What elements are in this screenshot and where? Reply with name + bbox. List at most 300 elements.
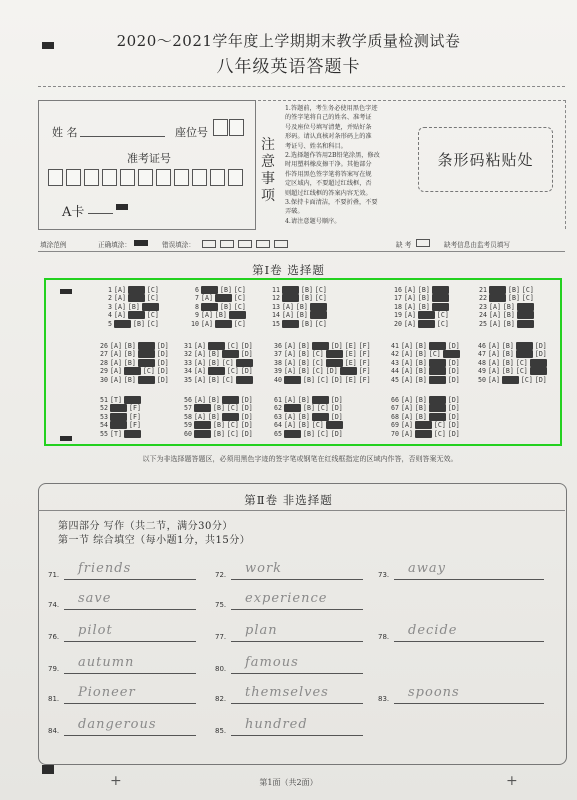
mc-option-bubble[interactable]: [D] xyxy=(330,412,343,421)
mc-option-bubble[interactable]: [B] xyxy=(414,375,427,384)
mc-option-bubble[interactable] xyxy=(194,421,211,429)
mc-option-bubble[interactable] xyxy=(310,311,327,319)
mc-option-bubble[interactable] xyxy=(284,376,301,384)
mc-option-bubble[interactable]: [B] xyxy=(414,396,427,404)
mc-option-bubble[interactable]: [F] xyxy=(129,421,141,430)
mc-option-bubble[interactable] xyxy=(194,430,211,438)
mc-option-bubble[interactable]: [A] xyxy=(114,302,126,311)
mc-option-bubble[interactable]: [B] xyxy=(502,311,515,320)
mc-option-bubble[interactable]: [C] xyxy=(221,358,234,367)
mc-option-bubble[interactable]: [A] xyxy=(488,375,500,384)
mc-option-bubble[interactable] xyxy=(530,367,547,375)
exam-id-box[interactable] xyxy=(156,169,171,186)
mc-option-bubble[interactable]: [A] xyxy=(201,311,213,320)
mc-option-bubble[interactable]: [A] xyxy=(110,342,122,350)
mc-option-bubble[interactable]: [A] xyxy=(284,358,296,367)
exam-id-box[interactable] xyxy=(138,169,153,186)
mc-option-bubble[interactable]: [B] xyxy=(414,404,427,413)
notice-title-char: 项 xyxy=(261,188,275,204)
mc-option-bubble[interactable]: [C] xyxy=(221,375,234,384)
mc-option-bubble[interactable]: [D] xyxy=(447,396,460,404)
mc-option-bubble[interactable]: [C] xyxy=(311,367,324,376)
mc-option-bubble[interactable]: [D] xyxy=(447,429,460,438)
mc-option-bubble[interactable]: [B] xyxy=(297,358,310,367)
mc-option-bubble[interactable]: [A] xyxy=(194,350,206,359)
mc-option-bubble[interactable]: [B] xyxy=(501,350,514,359)
handwritten-answer: dangerous xyxy=(78,717,157,732)
mc-option-bubble[interactable]: [B] xyxy=(301,319,313,328)
mc-option-bubble[interactable] xyxy=(429,413,446,421)
mc-option-bubble[interactable]: [A] xyxy=(284,350,296,359)
mc-option-bubble[interactable]: [B] xyxy=(414,342,427,350)
mc-option-bubble[interactable]: [B] xyxy=(220,286,232,294)
mc-option-bubble[interactable]: [F] xyxy=(358,342,371,350)
mc-option-bubble[interactable] xyxy=(502,376,519,384)
mc-option-bubble[interactable]: [A] xyxy=(201,294,213,303)
answer-line[interactable] xyxy=(394,579,544,580)
mc-option-bubble[interactable]: [B] xyxy=(133,319,145,328)
mc-option-bubble[interactable]: [B] xyxy=(127,302,140,311)
seat-box[interactable] xyxy=(229,119,244,136)
mc-option-bubble[interactable]: [C] xyxy=(233,294,246,303)
mc-option-bubble[interactable]: [A] xyxy=(404,294,416,303)
mc-option-bubble[interactable]: [B] xyxy=(303,404,315,413)
mc-option-bubble[interactable]: [B] xyxy=(213,429,225,438)
exam-id-box[interactable] xyxy=(174,169,189,186)
mc-option-bubble[interactable]: [A] xyxy=(401,404,413,413)
mc-option-bubble[interactable]: [A] xyxy=(404,286,416,294)
mc-option-bubble[interactable]: [C] xyxy=(226,404,239,413)
mc-option-bubble[interactable]: [A] xyxy=(401,421,413,430)
legend-absent-box[interactable] xyxy=(416,239,430,247)
mc-option-bubble[interactable]: [C] xyxy=(314,294,327,303)
mc-option-bubble[interactable]: [A] xyxy=(284,421,296,430)
mc-option-bubble[interactable]: [C] xyxy=(311,350,324,359)
mc-option-bubble[interactable]: [A] xyxy=(194,342,206,350)
mc-option-bubble[interactable]: [B] xyxy=(295,311,308,320)
exam-id-box[interactable] xyxy=(192,169,207,186)
mc-option-bubble[interactable]: [A] xyxy=(114,286,126,294)
mc-option-bubble[interactable]: [D] xyxy=(156,375,169,384)
answer-line[interactable] xyxy=(231,735,363,736)
answer-line[interactable] xyxy=(231,641,363,642)
mc-option-bubble[interactable] xyxy=(310,303,327,311)
mc-option-bubble[interactable]: [B] xyxy=(417,294,430,303)
mc-option-bubble[interactable] xyxy=(282,286,299,294)
mc-option-bubble[interactable]: [A] xyxy=(401,350,413,359)
mc-option-bubble[interactable]: [B] xyxy=(214,311,227,320)
mc-option-bubble[interactable]: [D] xyxy=(240,429,253,438)
mc-option-bubble[interactable]: [A] xyxy=(282,302,294,311)
mc-option-bubble[interactable] xyxy=(110,413,127,421)
mc-option-bubble[interactable] xyxy=(124,396,141,404)
mc-option-bubble[interactable]: [B] xyxy=(417,302,430,311)
answer-line[interactable] xyxy=(64,609,196,610)
mc-option-bubble[interactable]: [B] xyxy=(123,350,136,359)
mc-option-bubble[interactable] xyxy=(312,413,329,421)
mc-option-bubble[interactable]: [D] xyxy=(447,342,460,350)
mc-option-bubble[interactable] xyxy=(418,311,435,319)
mc-option-bubble[interactable]: [B] xyxy=(414,350,427,359)
mc-option-bubble[interactable] xyxy=(429,376,446,384)
mc-option-bubble[interactable]: [C] xyxy=(316,375,329,384)
mc-option-bubble[interactable]: [D] xyxy=(534,342,547,350)
mc-option-bubble[interactable]: [B] xyxy=(123,375,136,384)
mc-option-bubble[interactable]: [A] xyxy=(194,412,206,421)
answer-line[interactable] xyxy=(231,579,363,580)
mc-option-bubble[interactable]: [A] xyxy=(401,429,413,438)
mc-option-bubble[interactable]: [C] xyxy=(316,404,329,413)
mc-option-bubble[interactable] xyxy=(415,421,432,429)
mc-option-bubble[interactable]: [A] xyxy=(401,375,413,384)
mc-option-bubble[interactable]: [B] xyxy=(295,302,308,311)
mc-option-bubble[interactable] xyxy=(429,359,446,367)
mc-option-bubble[interactable]: [B] xyxy=(207,375,220,384)
mc-option-bubble[interactable]: [A] xyxy=(110,375,122,384)
mc-option-bubble[interactable] xyxy=(340,367,357,375)
exam-id-box[interactable] xyxy=(228,169,243,186)
exam-id-box[interactable] xyxy=(84,169,99,186)
name-field[interactable] xyxy=(80,122,165,137)
mc-option-bubble[interactable] xyxy=(312,342,329,350)
mc-option-bubble[interactable] xyxy=(222,350,239,358)
mc-option-bubble[interactable]: [D] xyxy=(447,367,460,376)
mc-option-bubble[interactable]: [B] xyxy=(414,412,427,421)
mc-option-bubble[interactable]: [C] xyxy=(436,311,449,320)
mc-option-bubble[interactable]: [A] xyxy=(201,319,213,328)
mc-option-bubble[interactable] xyxy=(517,303,534,311)
mc-option-bubble[interactable]: [A] xyxy=(488,367,500,376)
mc-option-bubble[interactable]: [E] xyxy=(344,375,357,384)
mc-option-bubble[interactable]: [C] xyxy=(521,294,534,303)
mc-option-bubble[interactable]: [A] xyxy=(194,358,206,367)
mc-option-bubble[interactable]: [B] xyxy=(207,358,220,367)
mc-option-bubble[interactable]: [C] xyxy=(515,367,528,376)
mc-option-bubble[interactable]: [B] xyxy=(502,302,515,311)
mc-question-number: 13 xyxy=(272,302,280,311)
answer-line[interactable] xyxy=(64,579,196,580)
mc-option-bubble[interactable]: [B] xyxy=(502,319,515,328)
mc-option-bubble[interactable]: [C] xyxy=(314,319,327,328)
mc-option-bubble[interactable]: [F] xyxy=(358,375,371,384)
mc-option-bubble[interactable] xyxy=(208,342,225,350)
mc-option-bubble[interactable]: [B] xyxy=(213,404,225,413)
mc-option-bubble[interactable]: [C] xyxy=(311,421,324,430)
mc-question-number: 53 xyxy=(100,412,108,421)
mc-option-bubble[interactable]: [B] xyxy=(508,294,520,303)
mc-option-bubble[interactable] xyxy=(114,320,131,328)
mc-option-bubble[interactable]: [B] xyxy=(501,342,514,350)
mc-option-bubble[interactable]: [F] xyxy=(358,358,371,367)
answer-line[interactable] xyxy=(231,609,363,610)
mc-option-bubble[interactable]: [A] xyxy=(194,375,206,384)
mc-question-number: 59 xyxy=(184,421,192,430)
mc-question xyxy=(474,342,549,350)
mc-option-bubble[interactable] xyxy=(516,342,533,350)
mc-option-bubble[interactable]: [D] xyxy=(240,396,253,404)
mc-option-bubble[interactable]: [D] xyxy=(447,421,460,430)
mc-option-bubble[interactable]: [A] xyxy=(194,396,206,404)
mc-option-bubble[interactable]: [A] xyxy=(488,358,500,367)
mc-option-bubble[interactable] xyxy=(284,404,301,412)
mc-option-bubble[interactable]: [B] xyxy=(417,286,430,294)
exam-id-box[interactable] xyxy=(210,169,225,186)
answer-line[interactable] xyxy=(64,641,196,642)
mc-option-bubble[interactable]: [D] xyxy=(447,404,460,413)
seat-box[interactable] xyxy=(213,119,228,136)
mc-option-bubble[interactable]: [D] xyxy=(330,375,343,384)
mc-option-bubble[interactable] xyxy=(201,303,218,311)
mc-option-bubble[interactable]: [A] xyxy=(284,396,296,404)
mc-option-bubble[interactable]: [F] xyxy=(358,367,371,376)
mc-option-bubble[interactable]: [A] xyxy=(401,358,413,367)
mc-option-bubble[interactable]: [D] xyxy=(447,412,460,421)
mc-option-bubble[interactable]: [A] xyxy=(114,294,126,303)
mc-option-bubble[interactable]: [A] xyxy=(488,342,500,350)
mc-option-bubble[interactable]: [B] xyxy=(297,421,310,430)
mc-option-bubble[interactable] xyxy=(312,396,329,404)
mc-option-bubble[interactable] xyxy=(415,430,432,438)
mc-option-bubble[interactable]: [C] xyxy=(515,358,528,367)
mc-option-bubble[interactable] xyxy=(124,367,141,375)
answer-line[interactable] xyxy=(231,703,363,704)
mc-option-bubble[interactable]: [C] xyxy=(146,286,159,294)
mc-option-bubble[interactable]: [C] xyxy=(520,375,533,384)
answer-line[interactable] xyxy=(64,673,196,674)
mc-option-bubble[interactable]: [A] xyxy=(489,302,501,311)
mc-option-bubble[interactable]: [B] xyxy=(297,342,310,350)
mc-option-bubble[interactable]: [A] xyxy=(489,319,501,328)
mc-option-bubble[interactable]: [B] xyxy=(297,367,310,376)
mc-option-bubble[interactable]: [B] xyxy=(301,286,313,294)
mc-option-bubble[interactable]: [B] xyxy=(297,396,310,404)
mc-option-bubble[interactable]: [B] xyxy=(414,367,427,376)
mc-option-bubble[interactable]: [C] xyxy=(233,302,246,311)
mc-option-bubble[interactable]: [C] xyxy=(146,294,159,303)
answer-line[interactable] xyxy=(64,735,196,736)
mc-option-bubble[interactable] xyxy=(432,303,449,311)
mc-option-bubble[interactable]: [D] xyxy=(240,421,253,430)
notice-title-char: 事 xyxy=(261,171,275,187)
mc-option-bubble[interactable]: [C] xyxy=(233,286,246,294)
mc-option-bubble[interactable] xyxy=(432,286,449,294)
mc-option-bubble[interactable] xyxy=(194,404,211,412)
part4-section1-heading: 第一节 综合填空（每小题1分，共15分） xyxy=(58,535,251,546)
mc-option-bubble[interactable]: [D] xyxy=(330,396,343,404)
exam-id-box[interactable] xyxy=(66,169,81,186)
mc-option-bubble[interactable]: [B] xyxy=(508,286,520,294)
mc-option-bubble[interactable]: [D] xyxy=(240,342,253,350)
mc-option-bubble[interactable]: [A] xyxy=(284,367,296,376)
mc-option-bubble[interactable]: [B] xyxy=(501,358,514,367)
mc-option-bubble[interactable]: [B] xyxy=(303,375,315,384)
mc-option-bubble[interactable]: [D] xyxy=(156,358,169,367)
mc-option-bubble[interactable]: [A] xyxy=(488,350,500,359)
mc-option-bubble[interactable] xyxy=(489,286,506,294)
mc-question xyxy=(180,396,255,404)
mc-option-bubble[interactable]: [C] xyxy=(146,311,159,320)
mc-option-bubble[interactable] xyxy=(215,294,232,302)
mc-option-bubble[interactable]: [A] xyxy=(404,311,416,320)
mc-option-bubble[interactable]: [A] xyxy=(489,311,501,320)
mc-option-bubble[interactable]: [B] xyxy=(207,412,220,421)
mc-option-bubble[interactable]: [C] xyxy=(226,367,239,376)
mc-option-bubble[interactable]: [D] xyxy=(240,367,253,376)
mc-option-bubble[interactable]: [D] xyxy=(156,342,169,350)
mc-option-bubble[interactable]: [D] xyxy=(534,375,547,384)
page-footer: 第1面（共2面） xyxy=(259,778,318,787)
mc-option-bubble[interactable]: [C] xyxy=(226,429,239,438)
mc-option-bubble[interactable]: [C] xyxy=(233,319,246,328)
mc-option-bubble[interactable]: [D] xyxy=(447,375,460,384)
mc-option-bubble[interactable] xyxy=(128,311,145,319)
mc-option-bubble[interactable] xyxy=(138,376,155,384)
mc-option-bubble[interactable] xyxy=(229,311,246,319)
mc-option-bubble[interactable] xyxy=(142,303,159,311)
mc-option-bubble[interactable] xyxy=(432,294,449,302)
mc-option-bubble[interactable]: [T] xyxy=(110,429,122,438)
mc-option-bubble[interactable]: [B] xyxy=(220,302,232,311)
exam-id-box[interactable] xyxy=(48,169,63,186)
mc-option-bubble[interactable] xyxy=(489,294,506,302)
mc-option-bubble[interactable]: [C] xyxy=(433,421,446,430)
mc-option-bubble[interactable] xyxy=(201,286,218,294)
mc-option-bubble[interactable]: [D] xyxy=(240,404,253,413)
mc-option-bubble[interactable]: [B] xyxy=(414,358,427,367)
mc-option-bubble[interactable]: [F] xyxy=(358,350,371,359)
mc-option-bubble[interactable]: [A] xyxy=(110,358,122,367)
exam-id-box[interactable] xyxy=(120,169,135,186)
mc-option-bubble[interactable]: [C] xyxy=(226,342,239,350)
mc-option-bubble[interactable]: [C] xyxy=(433,429,446,438)
mc-option-bubble[interactable]: [T] xyxy=(110,396,122,404)
mc-option-bubble[interactable] xyxy=(110,404,127,412)
mc-option-bubble[interactable]: [A] xyxy=(404,302,416,311)
mc-option-bubble[interactable]: [B] xyxy=(123,342,136,350)
mc-option-bubble[interactable] xyxy=(128,294,145,302)
mc-option-bubble[interactable] xyxy=(429,342,446,350)
mc-option-bubble[interactable]: [F] xyxy=(129,404,141,413)
mc-question-number: 22 xyxy=(479,294,487,303)
mc-option-bubble[interactable] xyxy=(236,359,253,367)
notice-line: 的签字笔将自己的姓名、准考证 xyxy=(285,114,372,122)
mc-option-bubble[interactable]: [A] xyxy=(401,412,413,421)
answer-line[interactable] xyxy=(64,703,196,704)
mc-option-bubble[interactable] xyxy=(138,350,155,358)
mc-option-bubble[interactable]: [C] xyxy=(521,286,534,294)
mc-option-bubble[interactable] xyxy=(208,367,225,375)
mc-option-bubble[interactable] xyxy=(110,421,127,429)
mc-option-bubble[interactable]: [B] xyxy=(213,421,225,430)
mc-option-bubble[interactable]: [B] xyxy=(303,429,315,438)
mc-option-bubble[interactable] xyxy=(222,413,239,421)
mc-option-bubble[interactable] xyxy=(326,421,343,429)
mc-option-bubble[interactable] xyxy=(222,396,239,404)
mc-option-bubble[interactable] xyxy=(516,350,533,358)
mc-option-bubble[interactable] xyxy=(138,342,155,350)
mc-option-bubble[interactable]: [D] xyxy=(240,412,253,421)
mc-question-number: 52 xyxy=(100,404,108,413)
mc-option-bubble[interactable]: [A] xyxy=(194,367,206,376)
mc-option-bubble[interactable]: [A] xyxy=(114,311,126,320)
answer-number: 71. xyxy=(48,571,60,579)
mc-option-bubble[interactable] xyxy=(429,404,446,412)
answer-line[interactable] xyxy=(394,641,544,642)
mc-option-bubble[interactable]: [B] xyxy=(301,294,313,303)
mc-option-bubble[interactable] xyxy=(429,396,446,404)
mc-option-bubble[interactable]: [A] xyxy=(401,396,413,404)
mc-option-bubble[interactable]: [C] xyxy=(436,319,449,328)
mc-option-bubble[interactable]: [A] xyxy=(110,367,122,376)
mc-option-bubble[interactable]: [D] xyxy=(156,367,169,376)
mc-option-bubble[interactable] xyxy=(326,350,343,358)
mc-option-bubble[interactable]: [A] xyxy=(401,342,413,350)
exam-id-box[interactable] xyxy=(102,169,117,186)
mc-option-bubble[interactable] xyxy=(124,430,141,438)
mc-option-bubble[interactable]: [B] xyxy=(207,350,220,359)
answer-line[interactable] xyxy=(231,673,363,674)
mc-option-bubble[interactable]: [C] xyxy=(311,358,324,367)
mc-option-bubble[interactable]: [A] xyxy=(110,350,122,359)
mc-option-bubble[interactable]: [D] xyxy=(447,358,460,367)
mc-option-bubble[interactable]: [B] xyxy=(297,350,310,359)
mc-option-bubble[interactable]: [D] xyxy=(534,350,547,359)
mc-option-bubble[interactable]: [D] xyxy=(330,404,343,413)
mc-option-bubble[interactable]: [C] xyxy=(316,429,329,438)
mc-option-bubble[interactable]: [B] xyxy=(297,412,310,421)
mc-option-bubble[interactable]: [D] xyxy=(330,429,343,438)
mc-option-bubble[interactable]: [A] xyxy=(284,342,296,350)
mc-option-bubble[interactable]: [A] xyxy=(401,367,413,376)
mc-option-bubble[interactable] xyxy=(128,286,145,294)
mc-option-bubble[interactable]: [E] xyxy=(344,350,357,359)
mc-option-bubble[interactable] xyxy=(236,376,253,384)
mc-option-bubble[interactable] xyxy=(418,320,435,328)
mc-option-bubble[interactable] xyxy=(284,430,301,438)
mc-option-bubble[interactable] xyxy=(215,320,232,328)
mc-option-bubble[interactable]: [B] xyxy=(501,367,514,376)
mc-option-bubble[interactable]: [C] xyxy=(428,350,441,359)
mc-option-bubble[interactable]: [C] xyxy=(314,286,327,294)
mc-option-bubble[interactable] xyxy=(282,294,299,302)
notice-line: 时用塑料橡皮擦干净。其他部分 xyxy=(285,161,372,169)
mc-option-bubble[interactable] xyxy=(326,359,343,367)
mc-option-bubble[interactable]: [A] xyxy=(284,412,296,421)
mc-option-bubble[interactable]: [A] xyxy=(404,319,416,328)
mc-option-bubble[interactable]: [E] xyxy=(344,342,357,350)
mc-option-bubble[interactable]: [D] xyxy=(240,350,253,359)
mc-option-bubble[interactable] xyxy=(429,367,446,375)
answer-line[interactable] xyxy=(394,703,544,704)
mc-option-bubble[interactable]: [C] xyxy=(146,319,159,328)
mc-option-bubble[interactable]: [D] xyxy=(330,342,343,350)
mc-option-bubble[interactable] xyxy=(530,359,547,367)
mc-option-bubble[interactable] xyxy=(443,350,460,358)
mc-option-bubble[interactable] xyxy=(282,320,299,328)
mc-option-bubble[interactable]: [E] xyxy=(344,358,357,367)
mc-option-bubble[interactable]: [C] xyxy=(226,421,239,430)
mc-option-bubble[interactable]: [F] xyxy=(129,412,141,421)
mc-option-bubble[interactable] xyxy=(517,311,534,319)
mc-option-bubble[interactable]: [A] xyxy=(282,311,294,320)
mc-option-bubble[interactable]: [D] xyxy=(325,367,338,376)
mc-option-bubble[interactable]: [C] xyxy=(142,367,155,376)
mc-option-bubble[interactable]: [B] xyxy=(207,396,220,404)
mc-option-bubble[interactable] xyxy=(138,359,155,367)
mc-option-bubble[interactable]: [B] xyxy=(123,358,136,367)
mc-option-bubble[interactable] xyxy=(517,320,534,328)
mc-option-bubble[interactable]: [D] xyxy=(156,350,169,359)
